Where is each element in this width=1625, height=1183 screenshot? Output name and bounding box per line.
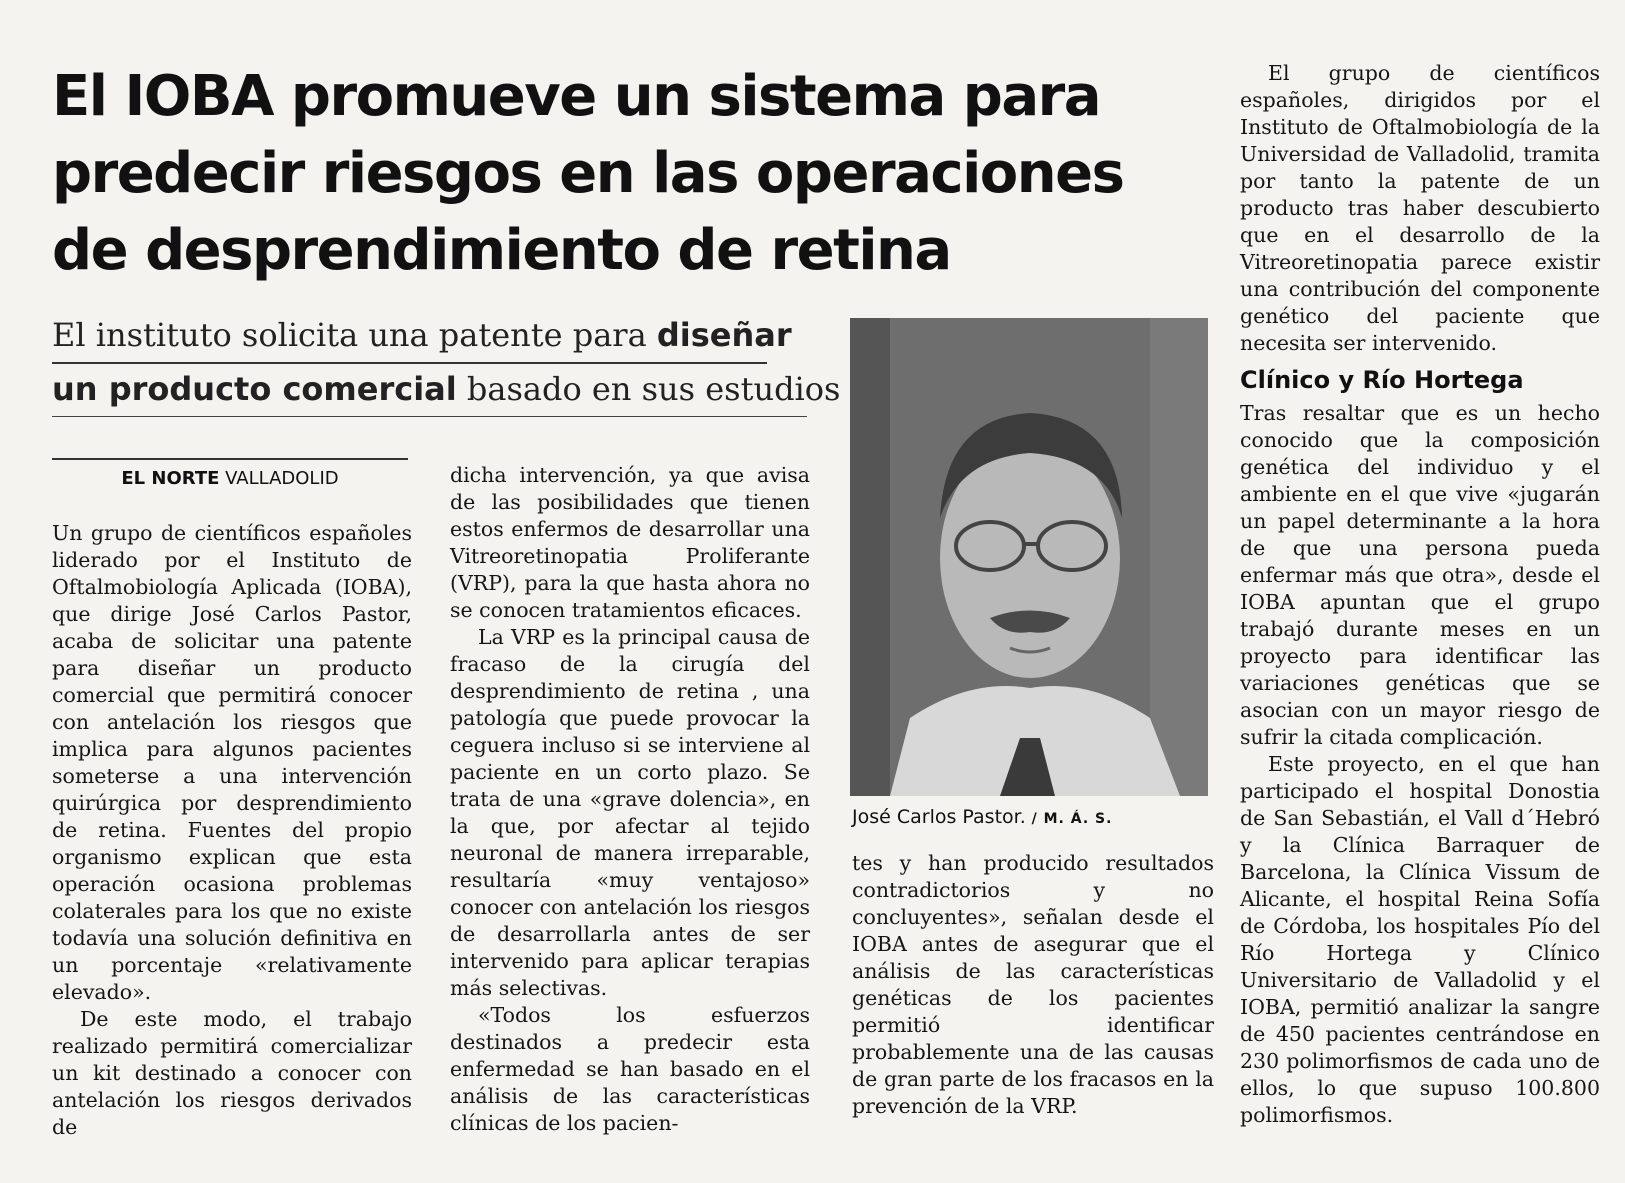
column-4-paragraph-1: El grupo de científicos españoles, dirigidos por el Instituto de Oftalmobiología de la Universidad de Valladolid, tramita por tanto la patente de un producto tras haber descubierto que en el desarrollo de la Vitreoretinopatia parece existir una contribución del componente genético del paciente que necesita ser intervenido. [1240,61,1600,355]
portrait-photo-illustration [850,318,1208,796]
section-heading: Clínico y Río Hortega [1240,366,1524,394]
byline-rule [52,458,408,460]
column-1-paragraph-1: Un grupo de científicos españoles liderado por el Instituto de Oftalmobiología Aplicada (IOBA), que dirige José Carlos Pastor, acaba de solicitar una patente para diseñar un producto comercial que permitirá conocer con antelación los riesgos que implica para algunos pacientes someterse a una intervención quirúrgica por desprendimiento de retina. Fuentes del propio organismo explican que esta operación ocasiona problemas colaterales para los que no existe todavía una solución definitiva en un porcentaje «relativamente elevado». [52,521,412,1004]
article-column-1 [52,520,412,1141]
subheadline-bold-1: diseñar [656,316,792,354]
portrait-photo [850,318,1208,796]
byline-city: VALLADOLID [219,468,339,489]
column-2-paragraph-1: dicha intervención, ya que avisa de las posibilidades que tienen estos enfermos de desarrollar una Vitreoretinopatia Proliferante (VRP), para la que hasta ahora no se conocen tratamientos eficaces. [450,463,810,622]
subheadline [52,310,841,414]
byline [52,468,408,489]
article-column-3 [852,850,1214,1120]
column-2-paragraph-3: «Todos los esfuerzos destinados a predecir esta enfermedad se han basado en el análisis de las características clínicas de los pacien- [450,1003,810,1135]
subheadline-line-2 [52,364,841,414]
article-column-5 [1240,400,1600,1129]
headline [52,58,1212,289]
headline-line-1: El IOBA promueve un sistema para [52,64,1101,129]
column-3-paragraph-1: tes y han producido resultados contradictorios y no concluyentes», señalan desde el IOBA antes de asegurar que el análisis de las características genéticas de los pacientes permitió identificar probablemente una de las causas de gran parte de los fracasos en la prevención de la VRP. [852,851,1214,1118]
caption-name: José Carlos Pastor. [852,806,1026,828]
subheadline-text-2: basado en sus estudios [456,370,841,408]
subheadline-rule [52,416,807,417]
subheadline-bold-2: un producto comercial [52,370,457,408]
article-column-2 [450,462,810,1137]
byline-outlet: EL NORTE [121,468,220,489]
column-2-paragraph-2: La VRP es la principal causa de fracaso de la cirugía del desprendimiento de retina , una patología que puede provocar la ceguera incluso si se interviene al paciente en un corto plazo. Se trata de una «grave dolencia», en la que, por afectar al tejido neuronal de manera irreparable, resultaría «muy ventajoso» conocer con antelación los riesgos de desarrollarla antes de ser intervenido para aplicar terapias más selectivas. [450,625,810,1000]
photo-caption [852,806,1112,828]
subheadline-text-1: El instituto solicita una patente para [52,316,657,354]
column-1-paragraph-2: De este modo, el trabajo realizado permitirá comercializar un kit destinado a conocer con antelación los riesgos derivados de [52,1007,412,1139]
headline-line-2: predecir riesgos en las operaciones [52,141,1124,206]
article-column-4 [1240,60,1600,357]
column-5-paragraph-2: Este proyecto, en el que han participado el hospital Donostia de San Sebastián, el Vall d´Hebró y la Clínica Barraquer de Barcelona, la Clínica Vissum de Alicante, el hospital Reina Sofía de Córdoba, los hospitales Pío del Río Hortega y Clínico Universitario de Valladolid y el IOBA, permitió analizar la sangre de 450 pacientes centrándose en 230 polimorfismos de cada uno de ellos, lo que supuso 100.800 polimorfismos. [1240,752,1600,1127]
headline-line-3: de desprendimiento de retina [52,218,951,283]
subheadline-line-1 [52,310,792,364]
column-5-paragraph-1: Tras resaltar que es un hecho conocido que la composición genética del individuo y el ambiente en el que vive «jugarán un papel determinante a la hora de que una persona pueda enfermar más que otra», desde el IOBA apuntan que el grupo trabajó durante meses en un proyecto para identificar las variaciones genéticas que se asocian con un mayor riesgo de sufrir la citada complicación. [1240,401,1600,749]
caption-credit: / M. Á. S. [1025,811,1113,827]
